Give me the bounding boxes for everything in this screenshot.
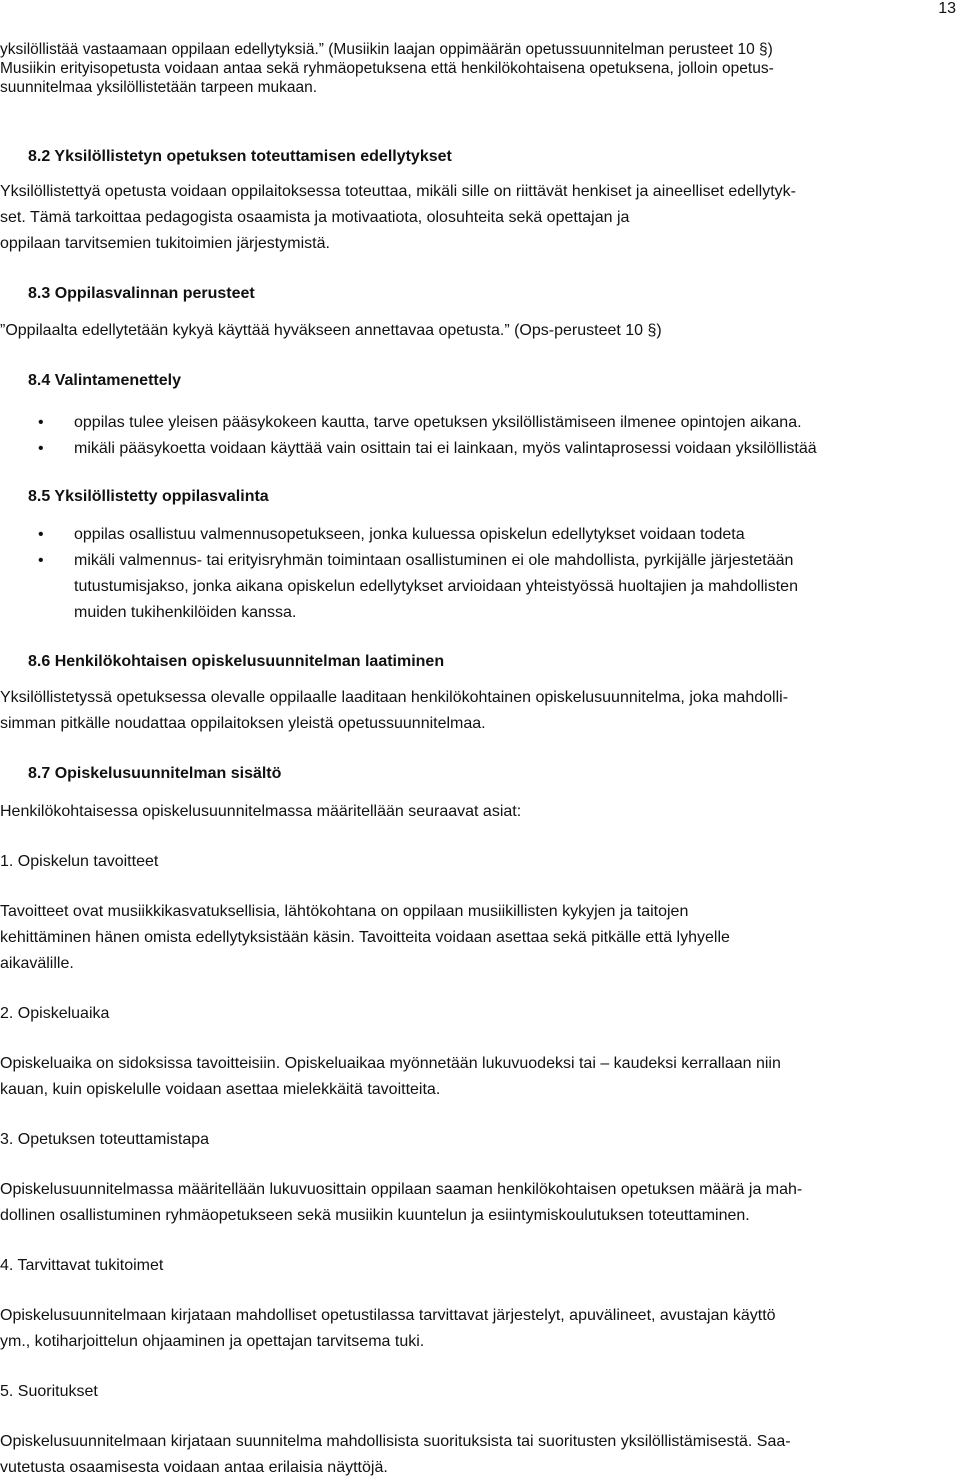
list-item: • mikäli pääsykoetta voidaan käyttää vain osittain tai ei lainkaan, myös valintaprosessi voidaan yksilöllistää [0, 436, 952, 462]
text-line: kehittäminen hänen omista edellytyksistään käsin. Tavoitteita voidaan asettaa sekä pitkälle että lyhyelle [0, 929, 730, 946]
item-title: 2. Opiskeluaika [0, 1005, 110, 1022]
section-8-7-intro: Henkilökohtaisessa opiskelusuunnitelmassa määritellään seuraavat asiat: [0, 803, 522, 820]
intro-paragraph [0, 40, 952, 97]
section-8-4-list [0, 410, 952, 462]
text-line: Opiskelusuunnitelmassa määritellään lukuvuosittain oppilaan saaman henkilökohtaisen opetuksen määrä ja mah- [0, 1181, 803, 1198]
text-line: kauan, kuin opiskelulle voidaan asettaa mielekkäitä tavoitteita. [0, 1081, 441, 1098]
section-heading-8-4: 8.4 Valintamenettely [28, 372, 181, 389]
text-line: ym., kotiharjoittelun ohjaaminen ja opettajan tarvitsema tuki. [0, 1333, 425, 1350]
item-title: 1. Opiskelun tavoitteet [0, 853, 159, 870]
text-line: oppilaan tarvitsemien tukitoimien järjestymistä. [0, 235, 330, 252]
text-line: Yksilöllistettyä opetusta voidaan oppilaitoksessa toteuttaa, mikäli sille on riittävät henkiset ja aineelliset edellytyk- [0, 183, 796, 200]
text-line: suunnitelmaa yksilöllistetään tarpeen mukaan. [0, 79, 318, 96]
text-line: aikavälille. [0, 955, 74, 972]
text-line: Tavoitteet ovat musiikkikasvatuksellisia, lähtökohtana on oppilaan musiikillisten kykyjen ja taitojen [0, 903, 689, 920]
bullet-icon: • [38, 440, 44, 457]
text-line: Yksilöllistetyssä opetuksessa olevalle oppilaalle laaditaan henkilökohtainen opiskelusuunnitelma, joka mahdolli- [0, 689, 789, 706]
text-line: muiden tukihenkilöiden kanssa. [74, 604, 297, 621]
item-title: 5. Suoritukset [0, 1383, 98, 1400]
item-paragraph [0, 1177, 952, 1229]
text-line: Opiskelusuunnitelmaan kirjataan suunnitelma mahdollisista suorituksista tai suoritusten yksilöllistämisestä. Saa- [0, 1433, 791, 1450]
text-line: yksilöllistää vastaamaan oppilaan edellytyksiä.” (Musiikin laajan oppimäärän opetussuunnitelman perusteet 10 §) [0, 41, 773, 58]
section-8-3-quote: ”Oppilaalta edellytetään kykyä käyttää hyväkseen annettavaa opetusta.” (Ops-perusteet 10 §) [0, 322, 662, 339]
text-line: simman pitkälle noudattaa oppilaitoksen yleistä opetussuunnitelmaa. [0, 715, 486, 732]
list-item: • oppilas tulee yleisen pääsykokeen kautta, tarve opetuksen yksilöllistämiseen ilmenee opintojen aikana. [0, 410, 952, 436]
section-8-6-paragraph [0, 685, 952, 737]
item-paragraph [0, 1303, 952, 1355]
page-number: 13 [938, 0, 956, 17]
section-heading-8-2: 8.2 Yksilöllistetyn opetuksen toteuttamisen edellytykset [28, 148, 452, 165]
text-line: Opiskelusuunnitelmaan kirjataan mahdolliset opetustilassa tarvittavat järjestelyt, apuvälineet, avustajan käyttö [0, 1307, 776, 1324]
text-line: set. Tämä tarkoittaa pedagogista osaamista ja motivaatiota, olosuhteita sekä opettajan ja [0, 209, 630, 226]
section-heading-8-5: 8.5 Yksilöllistetty oppilasvalinta [28, 488, 269, 505]
text-line: dollinen osallistuminen ryhmäopetukseen sekä musiikin kuuntelun ja esiintymiskoulutuksen toteuttaminen. [0, 1207, 750, 1224]
section-8-5-list [0, 522, 952, 626]
list-item [0, 548, 952, 626]
list-item: • oppilas osallistuu valmennusopetukseen, jonka kuluessa opiskelun edellytykset voidaan todeta [0, 522, 952, 548]
text-line: mikäli valmennus- tai erityisryhmän toimintaan osallistuminen ei ole mahdollista, pyrkijälle järjestetään [74, 552, 794, 569]
section-heading-8-7: 8.7 Opiskelusuunnitelman sisältö [28, 765, 282, 782]
text-line: vutetusta osaamisesta voidaan antaa erilaisia näyttöjä. [0, 1459, 388, 1476]
item-title: 3. Opetuksen toteuttamistapa [0, 1131, 210, 1148]
item-paragraph [0, 899, 952, 977]
bullet-icon: • [38, 552, 44, 569]
item-paragraph [0, 1429, 952, 1481]
bullet-icon: • [38, 526, 44, 543]
text-line: tutustumisjakso, jonka aikana opiskelun edellytykset arvioidaan yhteistyössä huoltajien ja mahdollisten [74, 578, 798, 595]
item-paragraph [0, 1051, 952, 1103]
text-line: Musiikin erityisopetusta voidaan antaa sekä ryhmäopetuksena että henkilökohtaisena opetuksena, jolloin opetus- [0, 60, 774, 77]
item-title: 4. Tarvittavat tukitoimet [0, 1257, 164, 1274]
section-heading-8-6: 8.6 Henkilökohtaisen opiskelusuunnitelman laatiminen [28, 653, 445, 670]
bullet-icon: • [38, 414, 44, 431]
section-8-2-paragraph [0, 179, 952, 257]
text-line: Opiskeluaika on sidoksissa tavoitteisiin. Opiskeluaikaa myönnetään lukuvuodeksi tai – kaudeksi kerrallaan niin [0, 1055, 781, 1072]
section-heading-8-3: 8.3 Oppilasvalinnan perusteet [28, 285, 255, 302]
